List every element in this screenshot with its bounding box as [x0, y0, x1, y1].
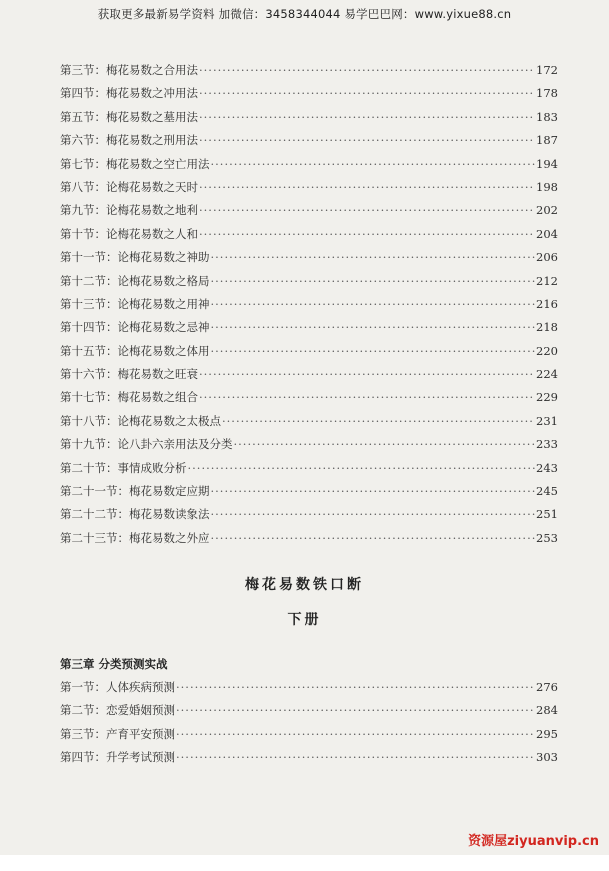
toc-leader-dots: [199, 203, 535, 217]
toc-entry-page: 231: [536, 413, 558, 428]
toc-entry-label: 第十四节：: [60, 320, 118, 335]
toc-entry-page: 212: [536, 273, 558, 288]
toc-entry: [60, 366, 558, 389]
toc-entry: [60, 436, 558, 459]
toc-entry-label: 第十八节：: [60, 413, 118, 428]
book-title: 梅花易数铁口断: [245, 577, 364, 593]
toc-entry-page: 229: [536, 390, 558, 405]
toc-entry-label: 第十六节：: [60, 367, 118, 382]
toc-leader-dots: [176, 680, 535, 694]
toc-entry-page: 233: [536, 437, 558, 452]
toc-leader-dots: [211, 274, 536, 288]
toc-leader-dots: [199, 63, 535, 77]
toc-leader-dots: [199, 180, 535, 194]
toc-leader-dots: [222, 414, 535, 428]
toc-entry-title: 梅花易数之旺衰: [117, 367, 198, 382]
chapter-heading: 第三章 分类预测实战: [60, 657, 168, 671]
toc-entry: [60, 749, 558, 772]
toc-entry-page: 206: [536, 250, 558, 265]
toc-entry-label: 第九节：: [60, 203, 106, 218]
toc-entry-title: 梅花易数之冲用法: [106, 86, 198, 101]
toc-entry-title: 梅花易数之墓用法: [106, 109, 198, 124]
toc-leader-dots: [199, 133, 535, 147]
toc-entry-label: 第二十二节：: [60, 507, 129, 522]
toc-entry-title: 论梅花易数之忌神: [117, 320, 210, 335]
toc-entry-label: 第五节：: [60, 109, 106, 124]
toc-entry-label: 第一节：: [60, 680, 106, 694]
toc-entry: [60, 319, 558, 342]
toc-entry-page: 172: [536, 63, 558, 77]
page-bottom-strip: [0, 855, 609, 871]
toc-entry-page: 178: [536, 86, 558, 101]
toc-entry-label: 第十九节：: [60, 437, 118, 452]
toc-entry-title: 论梅花易数之太极点: [117, 413, 221, 428]
toc-entry: [60, 389, 558, 412]
toc-leader-dots: [199, 110, 535, 124]
toc-entry-label: 第十七节：: [60, 390, 118, 405]
toc-entry-title: 梅花易数之外应: [129, 530, 210, 545]
toc-leader-dots: [211, 344, 536, 358]
toc-entry: [60, 726, 558, 749]
toc-leader-dots: [199, 367, 535, 381]
toc-leader-dots: [211, 531, 536, 545]
toc-entry: [60, 85, 558, 108]
toc-entry-label: 第七节：: [60, 156, 106, 171]
toc-entry: [60, 530, 558, 553]
toc-entry-page: 253: [536, 530, 558, 545]
toc-list-lower: [60, 679, 558, 773]
toc-entry: [60, 702, 558, 725]
toc-entry-label: 第四节：: [60, 750, 106, 765]
toc-entry-label: 第二十一节：: [60, 484, 129, 499]
toc-entry-page: 303: [536, 750, 558, 765]
toc-entry: [60, 109, 558, 132]
toc-entry-page: 251: [536, 507, 558, 522]
toc-entry-title: 梅花易数之刑用法: [106, 133, 198, 148]
toc-entry-title: 论梅花易数之用神: [117, 296, 210, 311]
footer-watermark: 资源屋ziyuanvip.cn: [468, 834, 599, 849]
toc-entry: [60, 343, 558, 366]
toc-leader-dots: [211, 320, 536, 334]
toc-entry: [60, 413, 558, 436]
toc-entry-title: 梅花易数之空亡用法: [106, 156, 210, 171]
top-banner: 获取更多最新易学资料 加微信：3458344044 易学巴巴网：www.yixue88.cn: [97, 7, 512, 21]
toc-entry-page: 202: [536, 203, 558, 218]
toc-leader-dots: [211, 507, 536, 521]
toc-entry-page: 284: [536, 703, 558, 718]
toc-entry-page: 187: [536, 133, 558, 148]
toc-entry: [60, 483, 558, 506]
toc-entry-label: 第十节：: [60, 226, 106, 241]
toc-entry: [60, 679, 558, 702]
toc-entry-label: 第三节：: [60, 63, 106, 77]
toc-entry: [60, 273, 558, 296]
toc-leader-dots: [188, 461, 536, 475]
toc-entry-title: 人体疾病预测: [106, 680, 175, 694]
toc-entry-label: 第十二节：: [60, 273, 118, 288]
toc-leader-dots: [176, 727, 535, 741]
toc-entry-page: 218: [536, 320, 558, 335]
toc-entry: [60, 156, 558, 179]
toc-leader-dots: [211, 157, 536, 171]
toc-entry-page: 295: [536, 726, 558, 741]
toc-entry: [60, 460, 558, 483]
toc-entry-page: 245: [536, 484, 558, 499]
toc-entry: [60, 506, 558, 529]
toc-entry-label: 第二十节：: [60, 460, 118, 475]
toc-entry-page: 276: [536, 680, 558, 694]
toc-entry: [60, 202, 558, 225]
toc-entry-title: 论梅花易数之体用: [117, 343, 210, 358]
toc-entry-title: 论八卦六亲用法及分类: [117, 437, 233, 452]
toc-leader-dots: [211, 250, 536, 264]
toc-entry-page: 243: [536, 460, 558, 475]
toc-entry-label: 第六节：: [60, 133, 106, 148]
toc-leader-dots: [211, 484, 536, 498]
toc-entry-title: 梅花易数读象法: [129, 507, 210, 522]
toc-entry-title: 产育平安预测: [106, 726, 175, 741]
toc-entry: [60, 179, 558, 202]
toc-entry: [60, 249, 558, 272]
toc-entry: [60, 296, 558, 319]
toc-entry-label: 第三节：: [60, 726, 106, 741]
toc-entry-label: 第十五节：: [60, 343, 118, 358]
toc-leader-dots: [234, 437, 536, 451]
toc-entry-title: 梅花易数定应期: [129, 484, 210, 499]
toc-entry-page: 224: [536, 367, 558, 382]
toc-entry-label: 第十三节：: [60, 296, 118, 311]
toc-entry-page: 220: [536, 343, 558, 358]
toc-entry-title: 论梅花易数之地利: [106, 203, 198, 218]
toc-entry-label: 第二十三节：: [60, 530, 129, 545]
toc-entry-title: 论梅花易数之格局: [117, 273, 210, 288]
toc-entry-label: 第十一节：: [60, 250, 118, 265]
toc-leader-dots: [211, 297, 536, 311]
toc-entry: [60, 132, 558, 155]
toc-entry-page: 198: [536, 179, 558, 194]
toc-leader-dots: [199, 86, 535, 100]
toc-entry-label: 第四节：: [60, 86, 106, 101]
toc-entry-page: 216: [536, 296, 558, 311]
toc-entry-page: 183: [536, 109, 558, 124]
toc-entry-title: 升学考试预测: [106, 750, 175, 765]
volume-title: 下册: [287, 612, 322, 628]
toc-list-upper: [60, 62, 558, 553]
toc-entry-title: 论梅花易数之人和: [106, 226, 198, 241]
toc-entry-page: 204: [536, 226, 558, 241]
toc-entry-title: 梅花易数之组合: [117, 390, 198, 405]
toc-entry: [60, 62, 558, 85]
toc-entry-title: 梅花易数之合用法: [106, 63, 198, 77]
toc-entry-title: 论梅花易数之天时: [106, 179, 198, 194]
toc-entry-title: 事情成败分析: [117, 460, 187, 475]
toc-entry-label: 第八节：: [60, 179, 106, 194]
toc-entry-label: 第二节：: [60, 703, 106, 718]
toc-leader-dots: [199, 227, 535, 241]
toc-leader-dots: [199, 390, 535, 404]
toc-entry-title: 恋爱婚姻预测: [106, 703, 175, 718]
toc-leader-dots: [176, 703, 535, 717]
toc-leader-dots: [176, 750, 535, 764]
toc-entry-title: 论梅花易数之神助: [117, 250, 210, 265]
toc-entry-page: 194: [536, 156, 558, 171]
toc-entry: [60, 226, 558, 249]
